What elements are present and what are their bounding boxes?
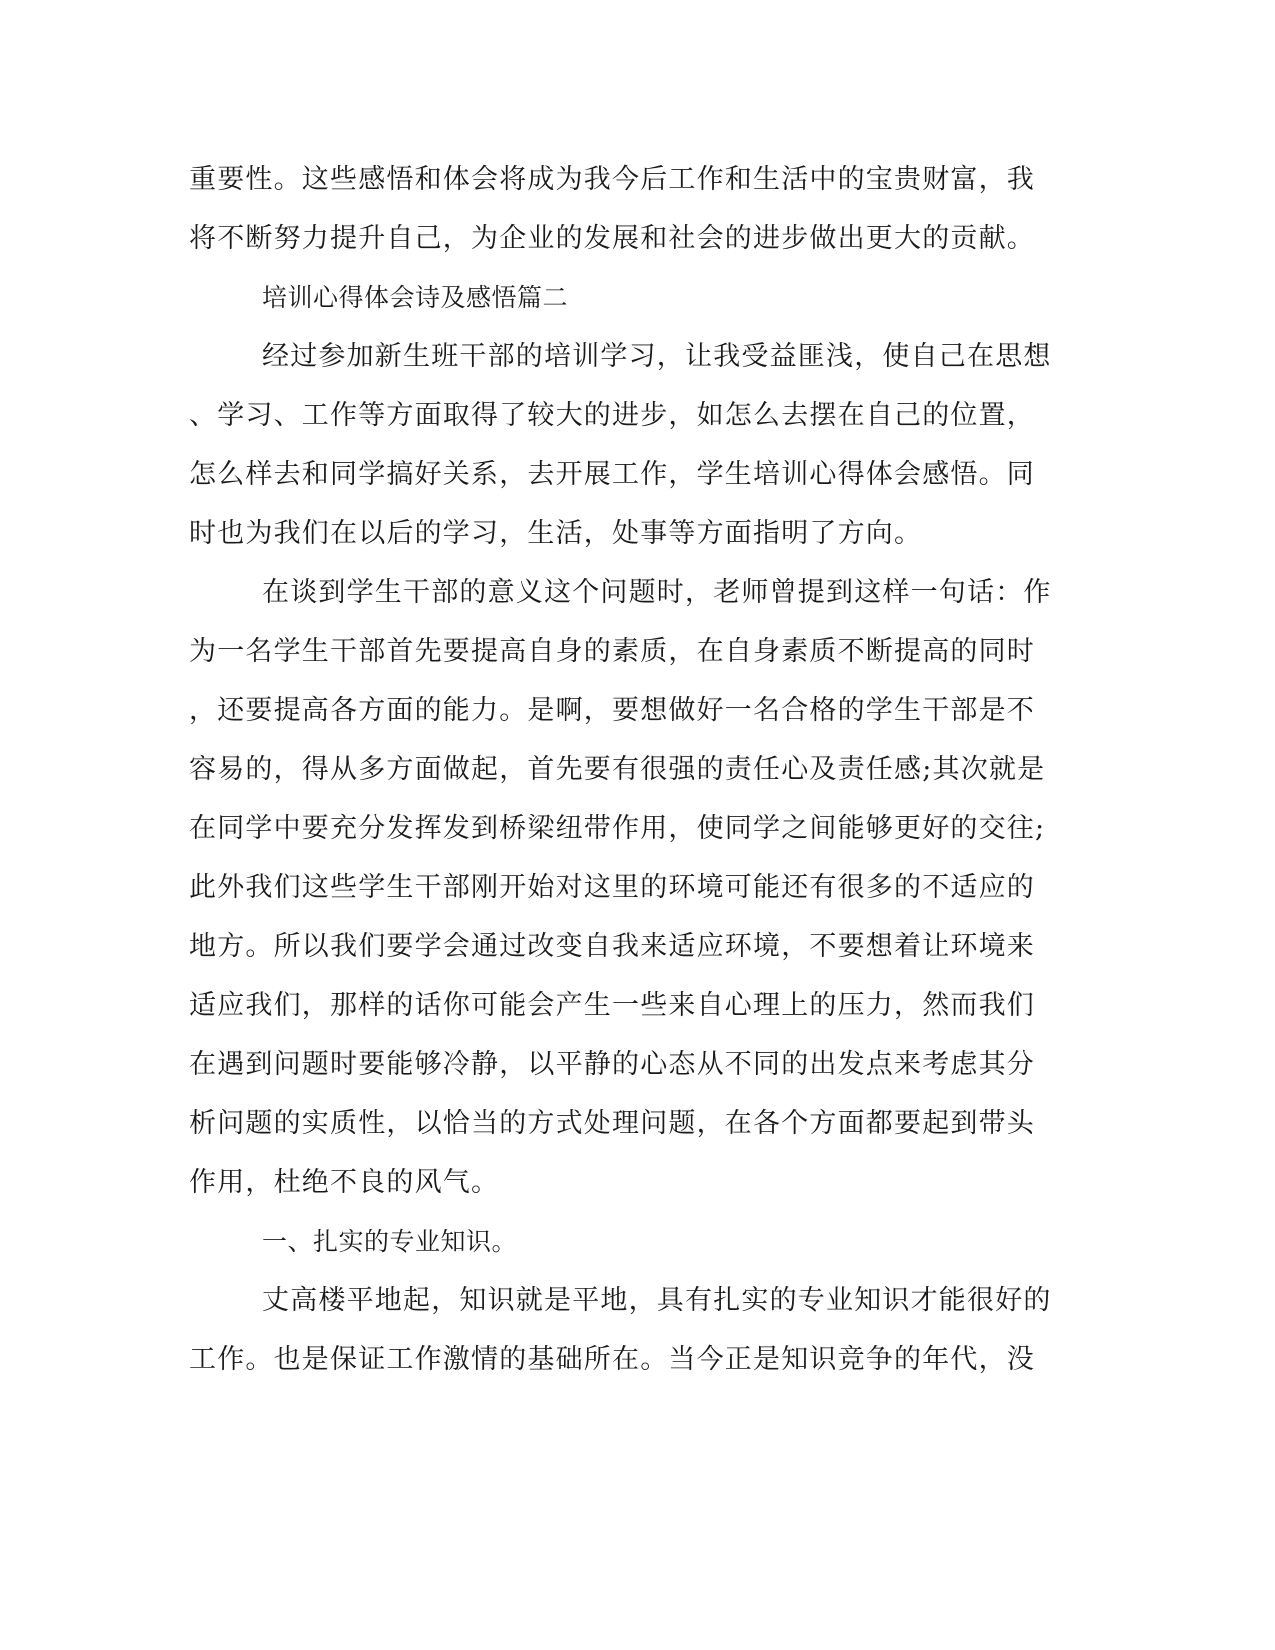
text-line: 为一名学生干部首先要提高自身的素质，在自身素质不断提高的同时 bbox=[189, 636, 1035, 667]
text-line: 作用，杜绝不良的风气。 bbox=[189, 1167, 500, 1198]
text-line: 适应我们，那样的话你可能会产生一些来自心理上的压力，然而我们 bbox=[189, 990, 1035, 1021]
text-line: 、学习、工作等方面取得了较大的进步，如怎么去摆在自己的位置， bbox=[189, 400, 1035, 431]
text-line: 在同学中要充分发挥发到桥梁纽带作用，使同学之间能够更好的交往; bbox=[189, 813, 1046, 844]
text-line: 在谈到学生干部的意义这个问题时，老师曾提到这样一句话：作 bbox=[262, 577, 1052, 608]
text-line: 丈高楼平地起，知识就是平地，具有扎实的专业知识才能很好的 bbox=[262, 1285, 1052, 1316]
text-line: 工作。也是保证工作激情的基础所在。当今正是知识竞争的年代，没 bbox=[189, 1344, 1035, 1375]
section-heading: 培训心得体会诗及感悟篇二 bbox=[262, 283, 569, 312]
text-line: 时也为我们在以后的学习，生活，处事等方面指明了方向。 bbox=[189, 518, 923, 549]
text-line: 怎么样去和同学搞好关系，去开展工作，学生培训心得体会感悟。同 bbox=[189, 459, 1035, 490]
text-line: 地方。所以我们要学会通过改变自我来适应环境，不要想着让环境来 bbox=[189, 931, 1035, 962]
text-line: 此外我们这些学生干部刚开始对这里的环境可能还有很多的不适应的 bbox=[189, 872, 1035, 903]
text-line: 析问题的实质性，以恰当的方式处理问题，在各个方面都要起到带头 bbox=[189, 1108, 1035, 1139]
text-line: ，还要提高各方面的能力。是啊，要想做好一名合格的学生干部是不 bbox=[189, 695, 1035, 726]
text-line: 经过参加新生班干部的培训学习，让我受益匪浅，使自己在思想 bbox=[262, 341, 1052, 372]
section-heading: 一、扎实的专业知识。 bbox=[262, 1227, 518, 1256]
text-line: 将不断努力提升自己，为企业的发展和社会的进步做出更大的贡献。 bbox=[189, 223, 1035, 254]
text-line: 在遇到问题时要能够冷静，以平静的心态从不同的出发点来考虑其分 bbox=[189, 1049, 1035, 1080]
text-line: 重要性。这些感悟和体会将成为我今后工作和生活中的宝贵财富，我 bbox=[189, 164, 1035, 195]
text-line: 容易的，得从多方面做起，首先要有很强的责任心及责任感;其次就是 bbox=[189, 754, 1046, 785]
